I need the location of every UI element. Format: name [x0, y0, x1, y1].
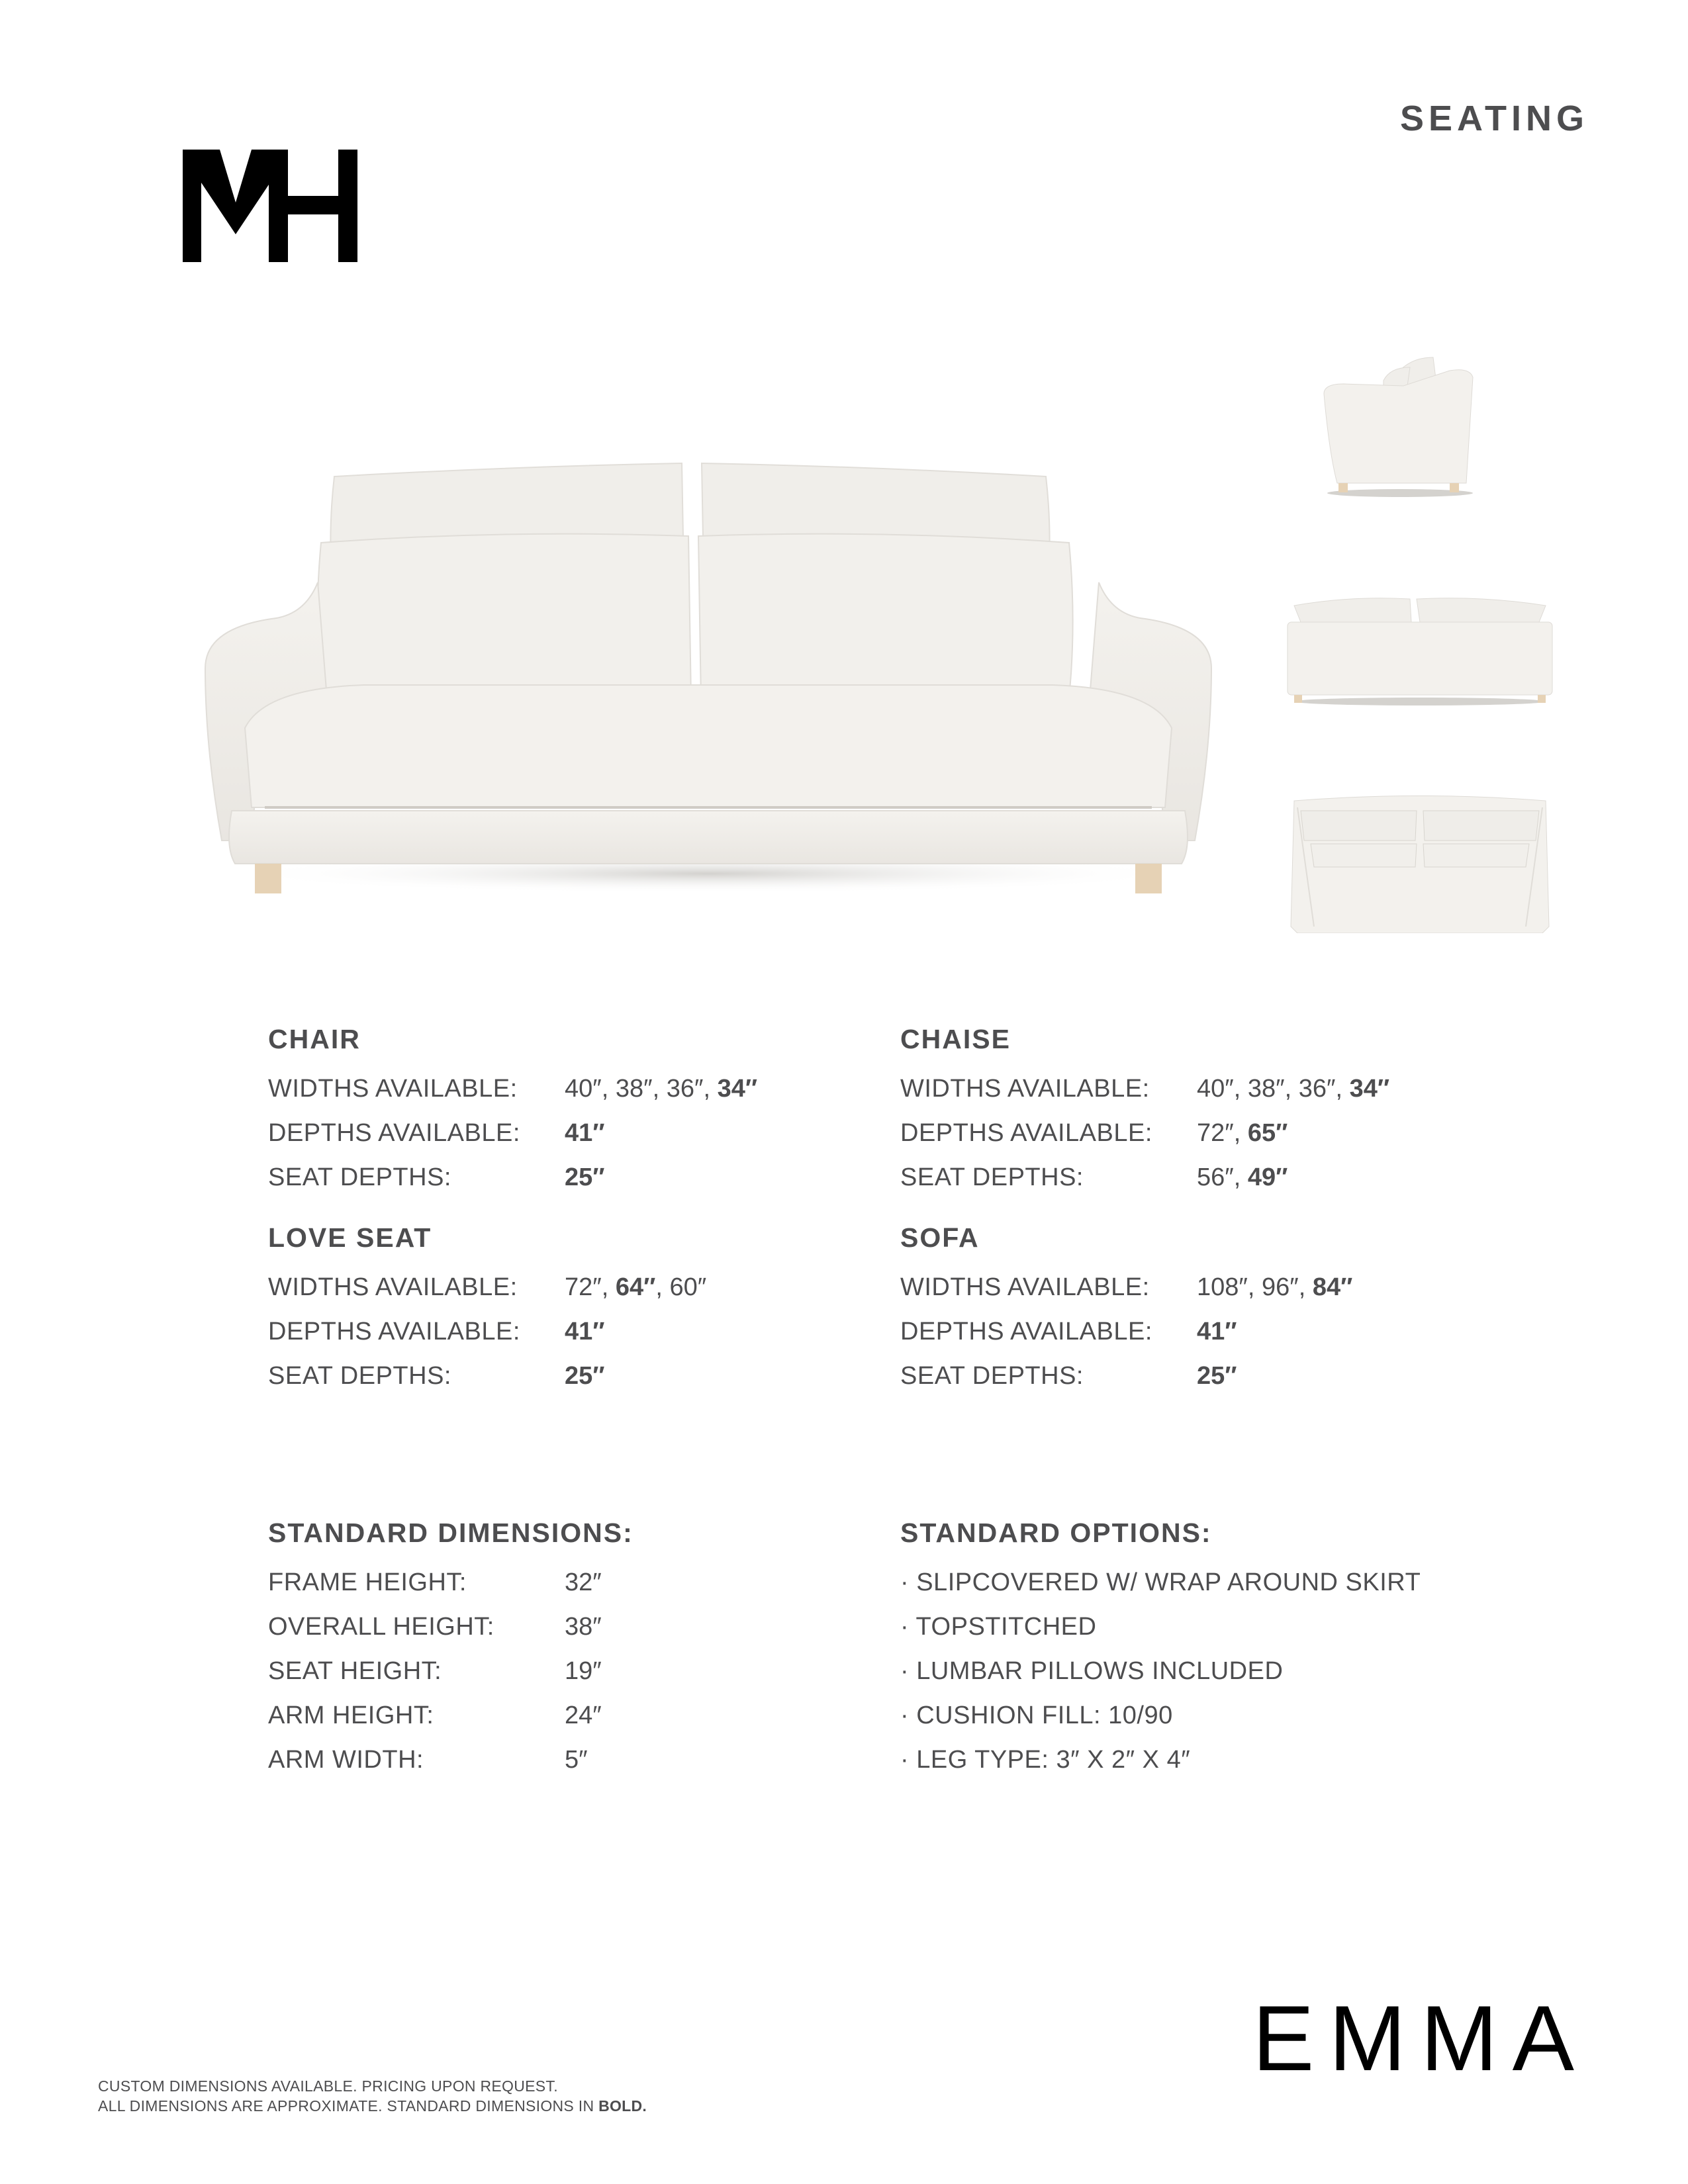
spec-row-depths: [900, 1310, 1496, 1354]
spec-value: 40″, 38″, 36″, 34″: [565, 1075, 758, 1103]
spec-value: 72″, 64″, 60″: [565, 1273, 707, 1301]
spec-value: 25″: [565, 1163, 605, 1191]
dimension-row: [268, 1649, 864, 1694]
dimension-label: ARM WIDTH:: [268, 1746, 424, 1774]
spec-row-depths: [900, 1111, 1496, 1156]
dimension-label: ARM HEIGHT:: [268, 1702, 434, 1729]
spec-row-depths: [268, 1310, 864, 1354]
dimension-row: [268, 1605, 864, 1649]
spec-row-seat-depths: [268, 1354, 864, 1398]
dimension-value: 19″: [565, 1657, 602, 1685]
spec-label: DEPTHS AVAILABLE:: [900, 1318, 1152, 1345]
dimension-value: 5″: [565, 1746, 588, 1774]
spec-row-depths: [268, 1111, 864, 1156]
section-title: STANDARD DIMENSIONS:: [268, 1518, 633, 1548]
mh-brand-logo: [183, 150, 361, 273]
spec-title: CHAISE: [900, 1024, 1011, 1054]
footnote-line-2: ALL DIMENSIONS ARE APPROXIMATE. STANDARD DIMENSIONS IN BOLD.: [98, 2097, 647, 2115]
standard-options: [900, 1517, 1496, 1782]
category-label: SEATING: [1399, 99, 1589, 138]
dimension-label: SEAT HEIGHT:: [268, 1657, 442, 1685]
option-item: · LUMBAR PILLOWS INCLUDED: [900, 1657, 1284, 1685]
dimension-row: [268, 1561, 864, 1605]
spec-label: WIDTHS AVAILABLE:: [900, 1273, 1150, 1301]
spec-label: DEPTHS AVAILABLE:: [900, 1119, 1152, 1147]
spec-row-widths: [268, 1067, 864, 1111]
spec-value: 56″, 49″: [1197, 1163, 1288, 1191]
spec-label: WIDTHS AVAILABLE:: [268, 1273, 518, 1301]
spec-value: 41″: [565, 1119, 605, 1147]
dimension-label: OVERALL HEIGHT:: [268, 1613, 494, 1641]
option-item: · SLIPCOVERED W/ WRAP AROUND SKIRT: [900, 1569, 1421, 1596]
spec-value: 41″: [1197, 1318, 1237, 1345]
option-item: · TOPSTITCHED: [900, 1613, 1097, 1641]
spec-value: 25″: [565, 1362, 605, 1390]
spec-row-seat-depths: [268, 1156, 864, 1200]
spec-row-seat-depths: [900, 1156, 1496, 1200]
footnote: [98, 2076, 647, 2116]
spec-label: DEPTHS AVAILABLE:: [268, 1119, 520, 1147]
spec-love-seat: [268, 1222, 864, 1398]
dimension-value: 24″: [565, 1702, 602, 1729]
spec-value: 72″, 65″: [1197, 1119, 1288, 1147]
footnote-line-1: CUSTOM DIMENSIONS AVAILABLE. PRICING UPON REQUEST.: [98, 2077, 558, 2095]
spec-label: SEAT DEPTHS:: [268, 1362, 451, 1390]
spec-title: CHAIR: [268, 1024, 361, 1054]
dimension-value: 38″: [565, 1613, 602, 1641]
spec-row-widths: [900, 1067, 1496, 1111]
product-name: EMMA: [1252, 1986, 1589, 2090]
standard-dimensions: [268, 1517, 864, 1782]
spec-row-widths: [268, 1265, 864, 1310]
spec-label: DEPTHS AVAILABLE:: [268, 1318, 520, 1345]
dimension-row: [268, 1738, 864, 1782]
sofa-top-thumbnail: [1284, 781, 1556, 933]
spec-sofa: [900, 1222, 1496, 1398]
section-title: STANDARD OPTIONS:: [900, 1518, 1212, 1548]
sofa-front-image: [192, 450, 1225, 900]
spec-title: LOVE SEAT: [268, 1222, 432, 1253]
dimension-value: 32″: [565, 1569, 602, 1596]
spec-value: 40″, 38″, 36″, 34″: [1197, 1075, 1390, 1103]
spec-title: SOFA: [900, 1222, 980, 1253]
spec-row-seat-depths: [900, 1354, 1496, 1398]
spec-label: SEAT DEPTHS:: [268, 1163, 451, 1191]
option-item: · CUSHION FILL: 10/90: [900, 1702, 1173, 1729]
spec-label: SEAT DEPTHS:: [900, 1362, 1084, 1390]
spec-value: 41″: [565, 1318, 605, 1345]
spec-value: 108″, 96″, 84″: [1197, 1273, 1353, 1301]
sofa-back-thumbnail: [1284, 463, 1556, 715]
spec-label: WIDTHS AVAILABLE:: [268, 1075, 518, 1103]
spec-row-widths: [900, 1265, 1496, 1310]
spec-label: SEAT DEPTHS:: [900, 1163, 1084, 1191]
option-item: · LEG TYPE: 3″ X 2″ X 4″: [900, 1746, 1191, 1774]
spec-label: WIDTHS AVAILABLE:: [900, 1075, 1150, 1103]
spec-chaise: [900, 1023, 1496, 1200]
spec-chair: [268, 1023, 864, 1200]
dimension-label: FRAME HEIGHT:: [268, 1569, 467, 1596]
spec-value: 25″: [1197, 1362, 1237, 1390]
dimension-row: [268, 1694, 864, 1738]
